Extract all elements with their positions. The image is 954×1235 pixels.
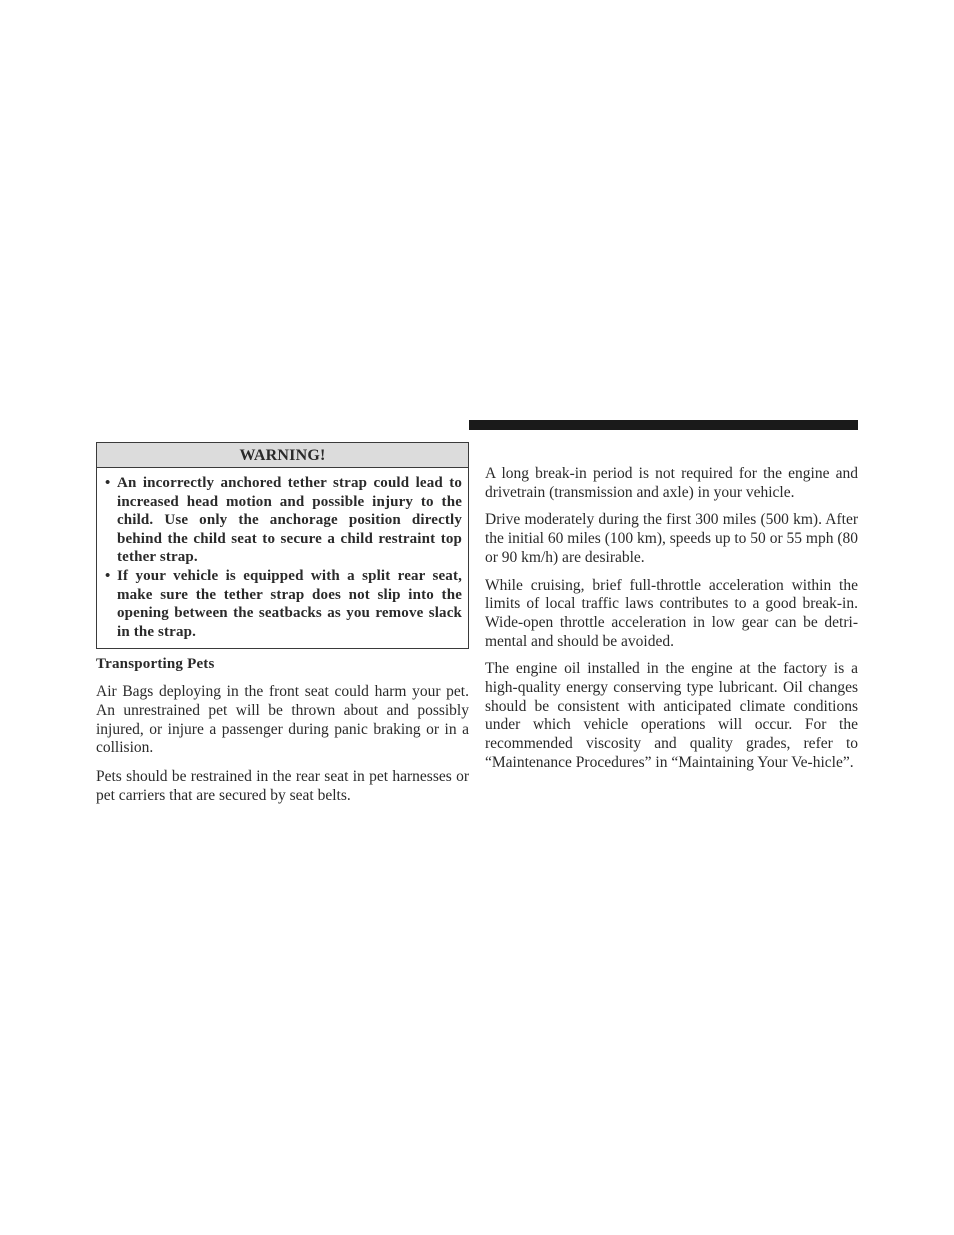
paragraph: The engine oil installed in the engine at the factory is a high-quality energy conserving type lubricant. Oil changes should be consistent with anticipated climate conditions under which vehicle operations will occur. For the recommended viscosity and quality grades, refer to “Maintenance Procedures” in “Maintaining Your Ve-hicle”. xyxy=(485,660,858,771)
warning-item-text: An incorrectly anchored tether strap could lead to increased head motion and possible injury to the child. Use only the anchorage position directly behind the child seat to secure a child restraint top tether strap. xyxy=(117,475,462,566)
left-column xyxy=(96,442,469,806)
warning-item xyxy=(103,567,462,641)
paragraph: While cruising, brief full-throttle acceleration within the limits of local traffic laws contributes to a good break-in. Wide-open throttle acceleration in low gear can be detri-mental and should be avoided. xyxy=(485,576,858,650)
warning-box xyxy=(96,442,469,649)
paragraph: Air Bags deploying in the front seat could harm your pet. An unrestrained pet will be thrown about and possibly injured, or injure a passenger during panic braking or in a collision. xyxy=(96,683,469,757)
warning-item xyxy=(103,474,462,567)
section-divider-bar xyxy=(469,420,858,430)
warning-title: WARNING! xyxy=(97,443,468,468)
right-column xyxy=(485,465,858,782)
paragraph: Pets should be restrained in the rear seat in pet harnesses or pet carriers that are secured by seat belts. xyxy=(96,768,469,804)
warning-list xyxy=(97,468,468,648)
bullet-icon: • xyxy=(105,475,111,491)
bullet-icon: • xyxy=(105,567,111,584)
paragraph: A long break-in period is not required for the engine and drivetrain (transmission and axle) in your vehicle. xyxy=(485,465,858,501)
paragraph: Drive moderately during the first 300 miles (500 km). After the initial 60 miles (100 km), speeds up to 50 or 55 mph (80 or 90 km/h) are desirable. xyxy=(485,511,858,566)
warning-item-text: If your vehicle is equipped with a split rear seat, make sure the tether strap does not slip into the opening between the seatbacks as you remove slack in the strap. xyxy=(117,567,462,640)
section-heading-transporting-pets: Transporting Pets xyxy=(96,656,215,673)
